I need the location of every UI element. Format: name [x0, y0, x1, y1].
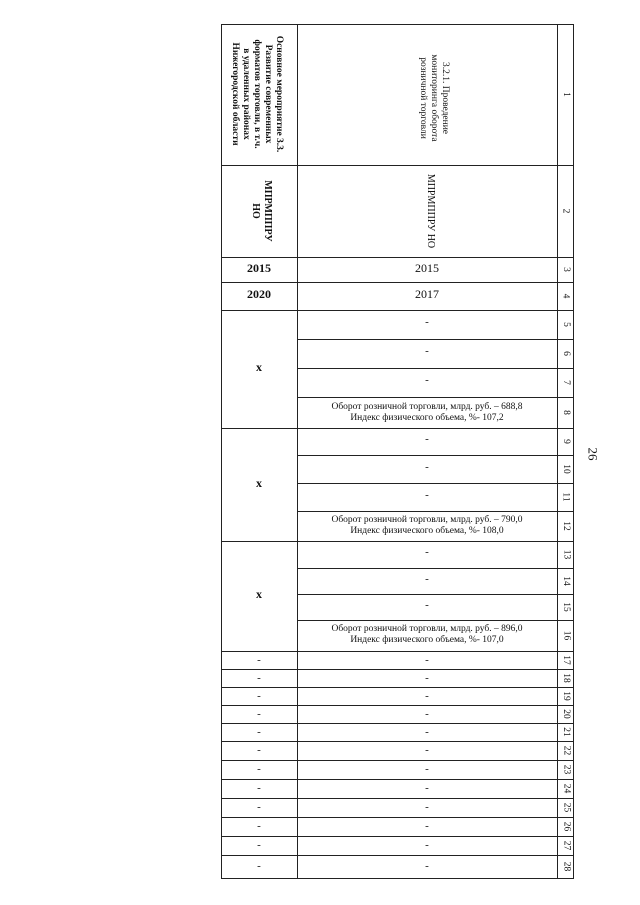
column-number	[557, 428, 574, 455]
dash-cell: -	[425, 461, 429, 473]
column-number	[557, 760, 574, 779]
column-number	[557, 669, 574, 687]
end-year-right: 2017	[415, 287, 439, 301]
column-number	[557, 368, 574, 397]
column-number	[557, 855, 574, 878]
column-number-label: 26	[561, 821, 571, 832]
small-row-dash: -	[257, 708, 261, 720]
indicator-text	[297, 515, 557, 538]
column-number-label: 23	[561, 764, 571, 775]
small-row-dash: -	[425, 763, 429, 775]
activity-line: розничной торговли	[418, 57, 429, 139]
activity-line: мониторинга оборота	[429, 54, 440, 142]
column-number	[557, 620, 574, 651]
column-number	[557, 310, 574, 339]
small-row-dash: -	[257, 690, 261, 702]
main-activity-line: Нижегородской области	[230, 42, 241, 146]
dash-cell: -	[425, 489, 429, 501]
column-number-label: 28	[561, 861, 571, 872]
indicator-text	[297, 402, 557, 425]
column-number-label: 10	[560, 464, 571, 474]
column-number-label: 8	[561, 410, 571, 415]
start-year-left: 2015	[247, 261, 271, 275]
dash-cell: -	[425, 374, 429, 386]
dash-cell: -	[425, 546, 429, 558]
activity-line: 3.2.1. Проведение	[440, 61, 450, 135]
column-number-label: 21	[560, 727, 571, 737]
small-row-dash: -	[425, 708, 429, 720]
small-row-dash: -	[425, 744, 429, 756]
column-number-label: 15	[560, 602, 571, 612]
main-activity-line: Основное мероприятие 3.3.	[274, 35, 284, 153]
column-number	[557, 836, 574, 855]
small-row-dash: -	[257, 782, 261, 794]
column-number-label: 4	[560, 293, 571, 299]
column-number-label: 16	[561, 630, 571, 641]
indicator-line: Индекс физического объема, %- 107,2	[350, 413, 504, 424]
column-number	[557, 723, 574, 741]
indicator-line: Оборот розничной торговли, млрд. руб. – 896,0	[331, 624, 523, 634]
main-activity-line: форматов торговли, в т.ч.	[252, 39, 263, 149]
group-mark: x	[256, 360, 262, 374]
column-number-label: 13	[561, 549, 571, 560]
main-activity-line: в удаленных районах	[241, 48, 252, 140]
start-year-right: 2015	[415, 261, 439, 275]
column-number	[557, 568, 574, 594]
main-activity-line: Развитие современных	[263, 44, 274, 144]
column-number	[557, 339, 574, 368]
column-number-label: 18	[560, 673, 571, 683]
column-number-label: 1	[561, 92, 571, 97]
indicator-text	[297, 624, 557, 647]
column-number-label: 25	[561, 802, 571, 813]
column-number	[557, 705, 574, 723]
column-number	[557, 165, 574, 257]
column-number-label: 14	[560, 576, 571, 586]
activity-title	[410, 33, 450, 163]
executor-line: МПРМППРУ	[262, 180, 273, 242]
column-number-label: 7	[561, 380, 571, 385]
executor-label-left	[245, 166, 273, 256]
dash-cell: -	[425, 433, 429, 445]
small-row-dash: -	[257, 726, 261, 738]
small-row-dash: -	[425, 654, 429, 666]
small-row-dash: -	[257, 763, 261, 775]
column-number	[557, 483, 574, 511]
indicator-line: Оборот розничной торговли, млрд. руб. – 688,8	[331, 402, 523, 412]
column-number	[557, 651, 574, 669]
small-row-dash: -	[425, 782, 429, 794]
column-number-label: 19	[560, 691, 571, 701]
dash-cell: -	[425, 316, 429, 328]
column-number	[557, 779, 574, 798]
executor-line: МПРМППРУ НО	[425, 173, 436, 249]
indicator-line: Индекс физического объема, %- 107,0	[350, 635, 504, 646]
small-row-dash: -	[425, 690, 429, 702]
column-number-label: 3	[561, 267, 571, 272]
executor-line: НО	[250, 203, 262, 219]
column-number	[557, 594, 574, 620]
small-row-dash: -	[425, 820, 429, 832]
column-number-label: 2	[560, 208, 571, 214]
column-number-label: 24	[561, 783, 571, 794]
column-number	[557, 511, 574, 541]
column-number-label: 9	[561, 439, 571, 444]
column-number-label: 17	[560, 655, 571, 665]
column-number	[557, 687, 574, 705]
column-number-label: 12	[560, 521, 571, 531]
small-row-dash: -	[257, 654, 261, 666]
small-row-dash: -	[257, 672, 261, 684]
column-number	[557, 24, 574, 165]
small-row-dash: -	[257, 744, 261, 756]
column-number	[557, 455, 574, 483]
executor-label-right	[420, 156, 436, 266]
small-row-dash: -	[257, 801, 261, 813]
dash-cell: -	[425, 573, 429, 585]
small-row-dash: -	[257, 860, 261, 872]
main-activity-title	[230, 16, 284, 172]
dash-cell: -	[425, 599, 429, 611]
small-row-dash: -	[425, 860, 429, 872]
dash-cell: -	[425, 345, 429, 357]
small-row-dash: -	[425, 839, 429, 851]
column-number-label: 20	[560, 709, 571, 719]
column-number	[557, 541, 574, 568]
group-mark: x	[256, 587, 262, 601]
column-number-label: 5	[561, 322, 571, 327]
column-number	[557, 798, 574, 817]
column-number-label: 22	[561, 745, 571, 756]
small-row-dash: -	[257, 820, 261, 832]
small-row-dash: -	[425, 801, 429, 813]
column-number-label: 6	[561, 351, 571, 356]
group-mark: x	[256, 476, 262, 490]
indicator-line: Оборот розничной торговли, млрд. руб. – 790,0	[331, 515, 523, 525]
column-number	[557, 282, 574, 310]
small-row-dash: -	[425, 672, 429, 684]
column-number-label: 27	[561, 840, 571, 851]
column-number-label: 11	[560, 492, 571, 502]
end-year-left: 2020	[247, 287, 271, 301]
column-number	[557, 257, 574, 282]
column-number	[557, 817, 574, 836]
page-number: 26	[585, 447, 601, 461]
column-number	[557, 397, 574, 428]
indicator-line: Индекс физического объема, %- 108,0	[350, 526, 504, 537]
small-row-dash: -	[257, 839, 261, 851]
small-row-dash: -	[425, 726, 429, 738]
column-number	[557, 741, 574, 760]
